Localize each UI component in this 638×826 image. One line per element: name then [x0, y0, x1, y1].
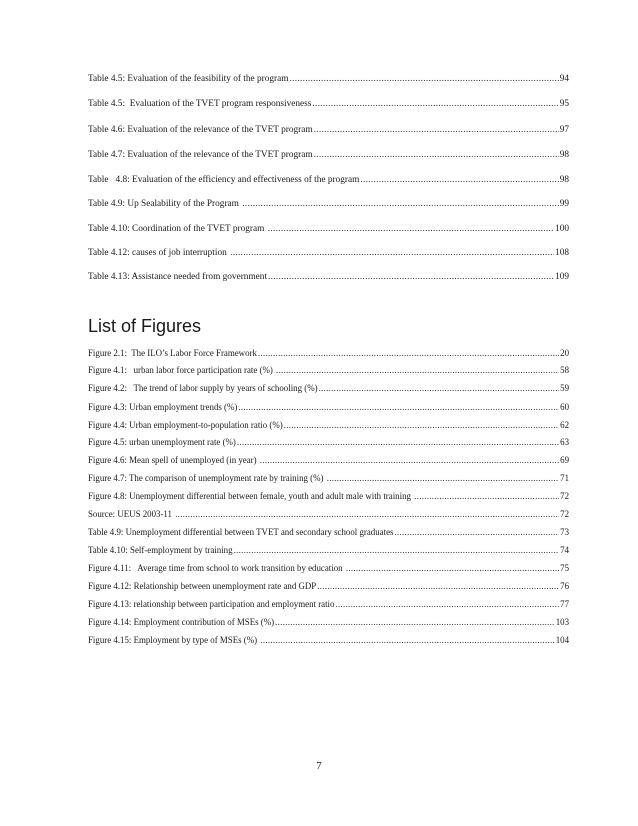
toc-entry-title: Table 4.6: Evaluation of the relevance of the TVET program — [88, 125, 313, 135]
dot-leader — [260, 635, 554, 645]
toc-entry-title: Table 4.10: Coordination of the TVET program — [88, 224, 267, 234]
toc-entry-table[interactable] — [88, 199, 569, 209]
toc-entry-figure[interactable] — [88, 509, 569, 519]
toc-entry-figure[interactable] — [88, 617, 569, 627]
dot-leader — [268, 224, 554, 234]
toc-entry-figure[interactable] — [88, 402, 569, 412]
toc-entry-title: Figure 4.11: Average time from school to work transition by education — [88, 563, 345, 573]
dot-leader — [175, 509, 559, 519]
toc-entry-table[interactable] — [88, 175, 569, 185]
toc-entry-title: Figure 4.6: Mean spell of unemployed (in year) — [88, 455, 259, 465]
dot-leader — [346, 563, 559, 573]
toc-entry-title: Figure 4.8: Unemployment differential between female, youth and adult male with training — [88, 491, 414, 501]
dot-leader — [230, 248, 554, 258]
toc-entry-page: 100 — [555, 224, 569, 234]
toc-entry-page: 103 — [555, 617, 569, 627]
toc-entry-title: Figure 4.13: relationship between participation and employment ratio — [88, 599, 335, 609]
toc-entry-figure[interactable] — [88, 455, 569, 465]
toc-entry-title: Figure 4.7: The comparison of unemployment rate by training (%) — [88, 473, 326, 483]
toc-entry-page: 98 — [559, 150, 569, 160]
dot-leader — [394, 527, 559, 537]
dot-leader — [314, 125, 559, 135]
toc-entry-page: 69 — [560, 455, 569, 465]
toc-entry-figure[interactable] — [88, 473, 569, 483]
toc-entry-page: 59 — [560, 383, 569, 393]
toc-entry-title: Table 4.8: Evaluation of the efficiency and effectiveness of the program — [88, 175, 360, 185]
toc-entry-title: Figure 4.1: urban labor force participation rate (%) — [88, 365, 276, 375]
dot-leader — [276, 365, 559, 375]
toc-entry-page: 58 — [560, 365, 569, 375]
toc-entry-title: Table 4.7: Evaluation of the relevance of the TVET program — [88, 150, 313, 160]
toc-entry-page: 75 — [560, 563, 569, 573]
toc-entry-table[interactable] — [88, 74, 569, 84]
toc-entry-figure[interactable] — [88, 491, 569, 501]
toc-entry-title: Table 4.9: Up Sealability of the Program — [88, 199, 242, 209]
toc-entry-figure[interactable] — [88, 581, 569, 591]
toc-entry-title: Figure 2.1: The ILO’s Labor Force Framework — [88, 348, 257, 358]
toc-entry-title: Table 4.5: Evaluation of the feasibility of the program — [88, 74, 289, 84]
toc-entry-title: Figure 4.14: Employment contribution of MSEs (%) — [88, 617, 275, 627]
toc-entry-title: Table 4.5: Evaluation of the TVET program responsiveness — [88, 99, 312, 109]
toc-entry-figure[interactable] — [88, 635, 569, 645]
dot-leader — [260, 455, 559, 465]
toc-entry-title: Table 4.13: Assistance needed from government — [88, 272, 268, 282]
toc-entry-figure[interactable] — [88, 365, 569, 375]
toc-entry-page: 109 — [555, 272, 569, 282]
toc-entry-page: 108 — [555, 248, 569, 258]
dot-leader — [319, 383, 560, 393]
dot-leader — [268, 272, 554, 282]
dot-leader — [238, 402, 559, 412]
toc-entry-page: 20 — [560, 348, 569, 358]
toc-entry-title: Source: UEUS 2003-11 — [88, 509, 175, 519]
toc-entry-figure[interactable] — [88, 383, 569, 393]
toc-entry-figure[interactable] — [88, 563, 569, 573]
toc-entry-title: Table 4.9: Unemployment differential between TVET and secondary school graduates — [88, 527, 394, 537]
toc-entry-page: 77 — [560, 599, 569, 609]
toc-entry-title: Figure 4.15: Employment by type of MSEs (%) — [88, 635, 260, 645]
dot-leader — [312, 99, 558, 109]
dot-leader — [275, 617, 555, 627]
toc-entry-figure[interactable] — [88, 545, 569, 555]
toc-entry-table[interactable] — [88, 224, 569, 234]
dot-leader — [360, 175, 558, 185]
toc-entry-page: 63 — [560, 437, 569, 447]
toc-entry-page: 97 — [559, 125, 569, 135]
toc-entry-table[interactable] — [88, 150, 569, 160]
toc-entry-page: 62 — [560, 420, 569, 430]
toc-entry-title: Figure 4.3: Urban employment trends (%) — [88, 402, 238, 412]
toc-entry-table[interactable] — [88, 272, 569, 282]
toc-entry-page: 76 — [560, 581, 569, 591]
toc-entry-page: 99 — [559, 199, 569, 209]
toc-entry-figure[interactable] — [88, 599, 569, 609]
toc-entry-page: 72 — [560, 509, 569, 519]
dot-leader — [237, 437, 559, 447]
toc-entry-page: 104 — [555, 635, 569, 645]
toc-entry-title: Figure 4.5: urban unemployment rate (%) — [88, 437, 236, 447]
toc-entry-table[interactable] — [88, 125, 569, 135]
toc-entry-page: 72 — [560, 491, 569, 501]
dot-leader — [414, 491, 559, 501]
toc-entry-figure[interactable] — [88, 527, 569, 537]
dot-leader — [234, 545, 560, 555]
toc-entry-page: 71 — [560, 473, 569, 483]
dot-leader — [317, 581, 559, 591]
toc-entry-title: Figure 4.4: Urban employment-to-population ratio (%) — [88, 420, 283, 430]
toc-entry-page: 94 — [559, 74, 569, 84]
dot-leader — [335, 599, 559, 609]
toc-entry-page: 73 — [560, 527, 569, 537]
toc-entry-page: 74 — [560, 545, 569, 555]
dot-leader — [284, 420, 559, 430]
toc-entry-table[interactable] — [88, 248, 569, 258]
toc-entry-title: Figure 4.2: The trend of labor supply by years of schooling (%) — [88, 383, 318, 393]
dot-leader — [289, 74, 558, 84]
list-of-figures-heading: List of Figures — [88, 316, 202, 336]
toc-entry-title: Figure 4.12: Relationship between unemployment rate and GDP — [88, 581, 317, 591]
dot-leader — [314, 150, 559, 160]
toc-entry-page: 60 — [560, 402, 569, 412]
toc-entry-page: 95 — [559, 99, 569, 109]
toc-entry-table[interactable] — [88, 99, 569, 109]
dot-leader — [327, 473, 559, 483]
page-number: 7 — [316, 760, 322, 772]
toc-entry-figure[interactable] — [88, 437, 569, 447]
toc-entry-title: Table 4.10: Self-employment by training — [88, 545, 233, 555]
toc-entry-page: 98 — [559, 175, 569, 185]
toc-entry-figure[interactable] — [88, 420, 569, 430]
dot-leader — [258, 348, 559, 358]
dot-leader — [242, 199, 558, 209]
toc-entry-title: Table 4.12: causes of job interruption — [88, 248, 230, 258]
toc-entry-figure[interactable] — [88, 348, 569, 358]
